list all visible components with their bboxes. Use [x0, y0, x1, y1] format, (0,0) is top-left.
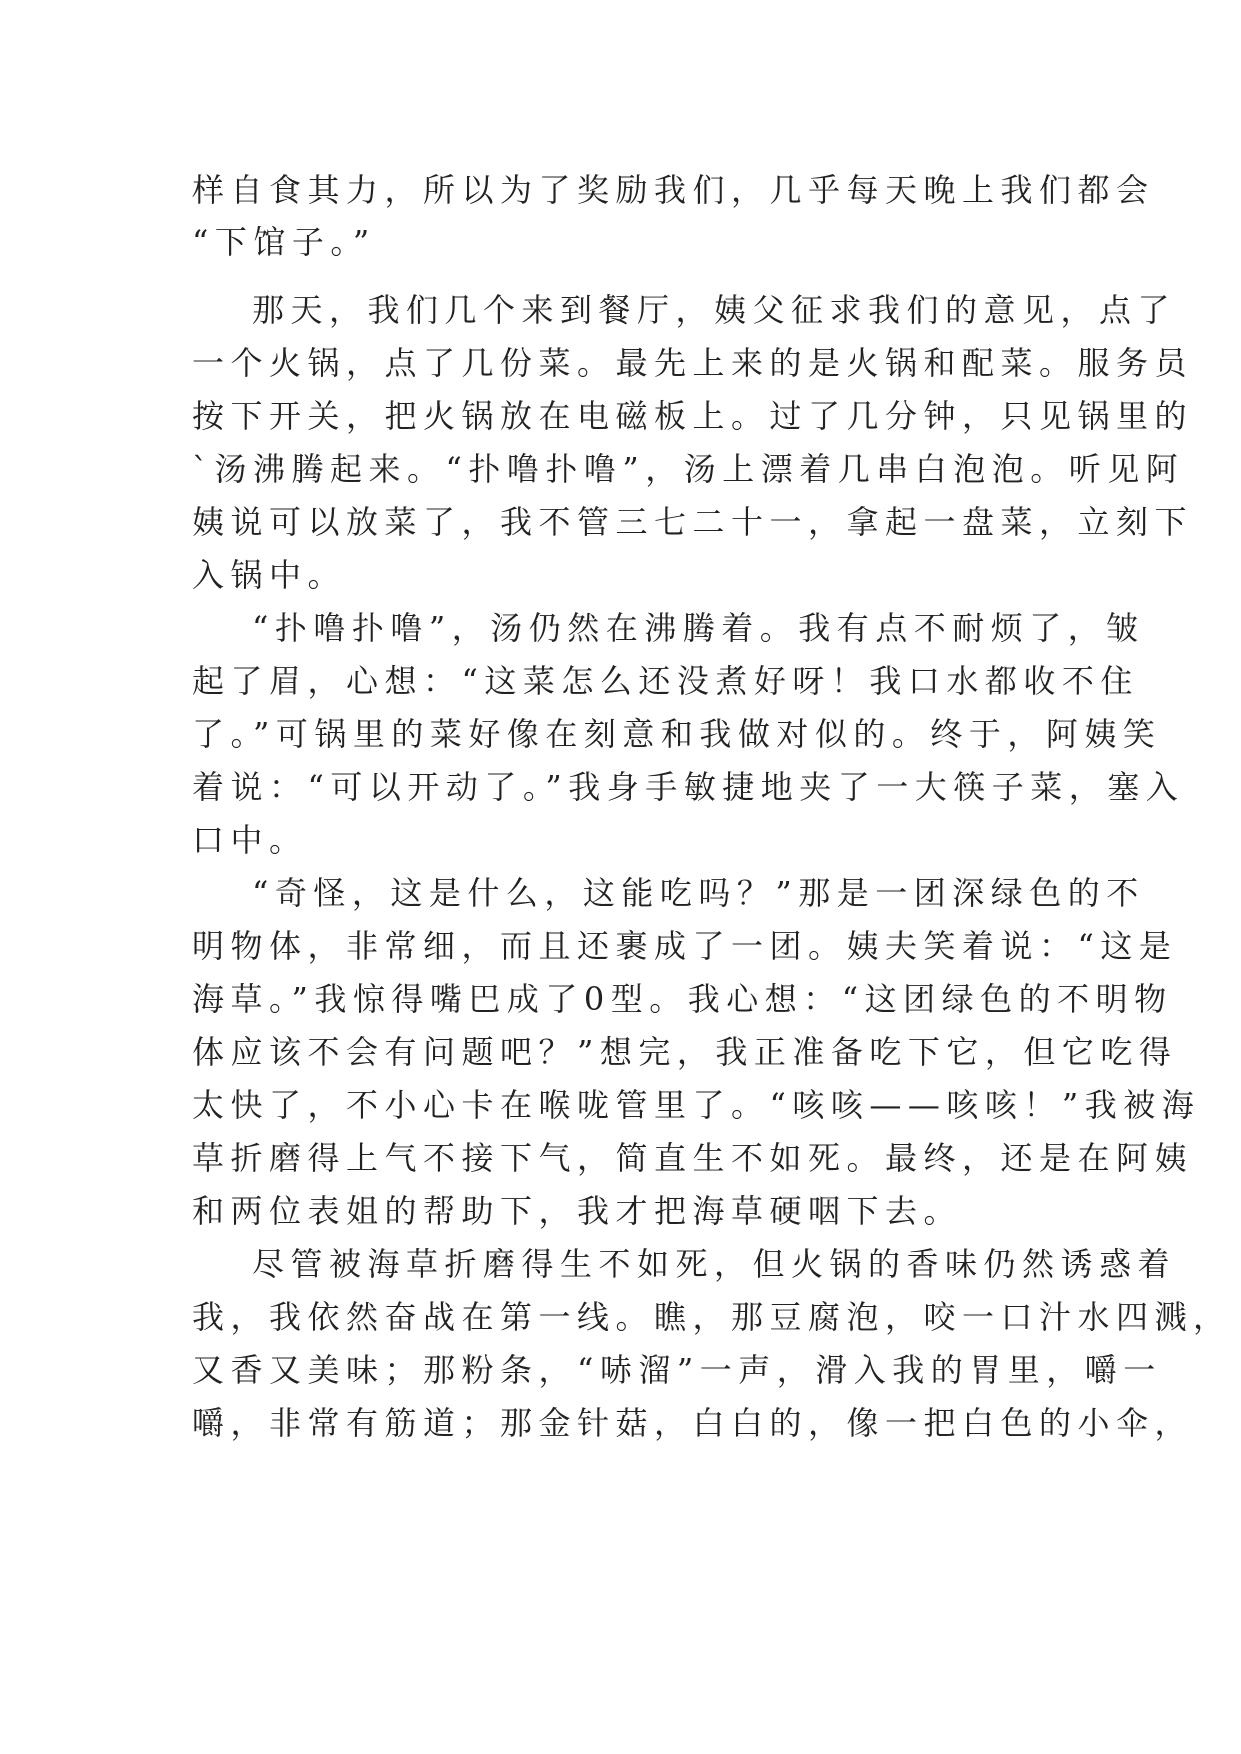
text-line: “下馆子。”: [192, 223, 376, 261]
text-line: 海草。”我惊得嘴巴成了0型。我心想：“这团绿色的不明物: [192, 980, 1173, 1018]
text-line: 口中。: [192, 821, 308, 859]
text-line: 嚼，非常有筋道；那金针菇，白白的，像一把白色的小伞，: [192, 1404, 1194, 1442]
text-line: 体应该不会有问题吧？”想完，我正准备吃下它，但它吃得: [192, 1033, 1178, 1071]
text-line: 和两位表姐的帮助下，我才把海草硬咽下去。: [192, 1192, 963, 1230]
text-line: 我，我依然奋战在第一线。瞧，那豆腐泡，咬一口汁水四溅，: [192, 1298, 1232, 1336]
text-line: 着说：“可以开动了。”我身手敏捷地夹了一大筷子菜，塞入: [192, 768, 1185, 806]
paragraph-first-line: 尽管被海草折磨得生不如死，但火锅的香味仍然诱惑着: [252, 1245, 1177, 1283]
text-line: 了。”可锅里的菜好像在刻意和我做对似的。终于，阿姨笑: [192, 715, 1162, 753]
text-line: 起了眉，心想：“这菜怎么还没煮好呀！我口水都收不住: [192, 662, 1139, 700]
text-line: 草折磨得上气不接下气，简直生不如死。最终，还是在阿姨: [192, 1139, 1194, 1177]
text-line: 又香又美味；那粉条，“哧溜”一声，滑入我的胃里，嚼一: [192, 1351, 1162, 1389]
paragraph-first-line: 那天，我们几个来到餐厅，姨父征求我们的意见，点了: [252, 291, 1177, 329]
text-line: 按下开关，把火锅放在电磁板上。过了几分钟，只见锅里的: [192, 397, 1194, 435]
paragraph-first-line: “奇怪，这是什么，这能吃吗？”那是一团深绿色的不: [252, 874, 1145, 912]
text-line: 样自食其力，所以为了奖励我们，几乎每天晚上我们都会: [192, 171, 1155, 209]
text-line: 明物体，非常细，而且还裹成了一团。姨夫笑着说：“这是: [192, 927, 1178, 965]
text-line: `汤沸腾起来。“扑噜扑噜”，汤上漂着几串白泡泡。听见阿: [192, 450, 1185, 488]
text-line: 一个火锅，点了几份菜。最先上来的是火锅和配菜。服务员: [192, 344, 1194, 382]
text-line: 姨说可以放菜了，我不管三七二十一，拿起一盘菜，立刻下: [192, 503, 1194, 541]
text-line: 入锅中。: [192, 556, 347, 594]
paragraph-first-line: “扑噜扑噜”，汤仍然在沸腾着。我有点不耐烦了，皱: [252, 609, 1145, 647]
text-line: 太快了，不小心卡在喉咙管里了。“咳咳——咳咳！”我被海: [192, 1086, 1201, 1124]
